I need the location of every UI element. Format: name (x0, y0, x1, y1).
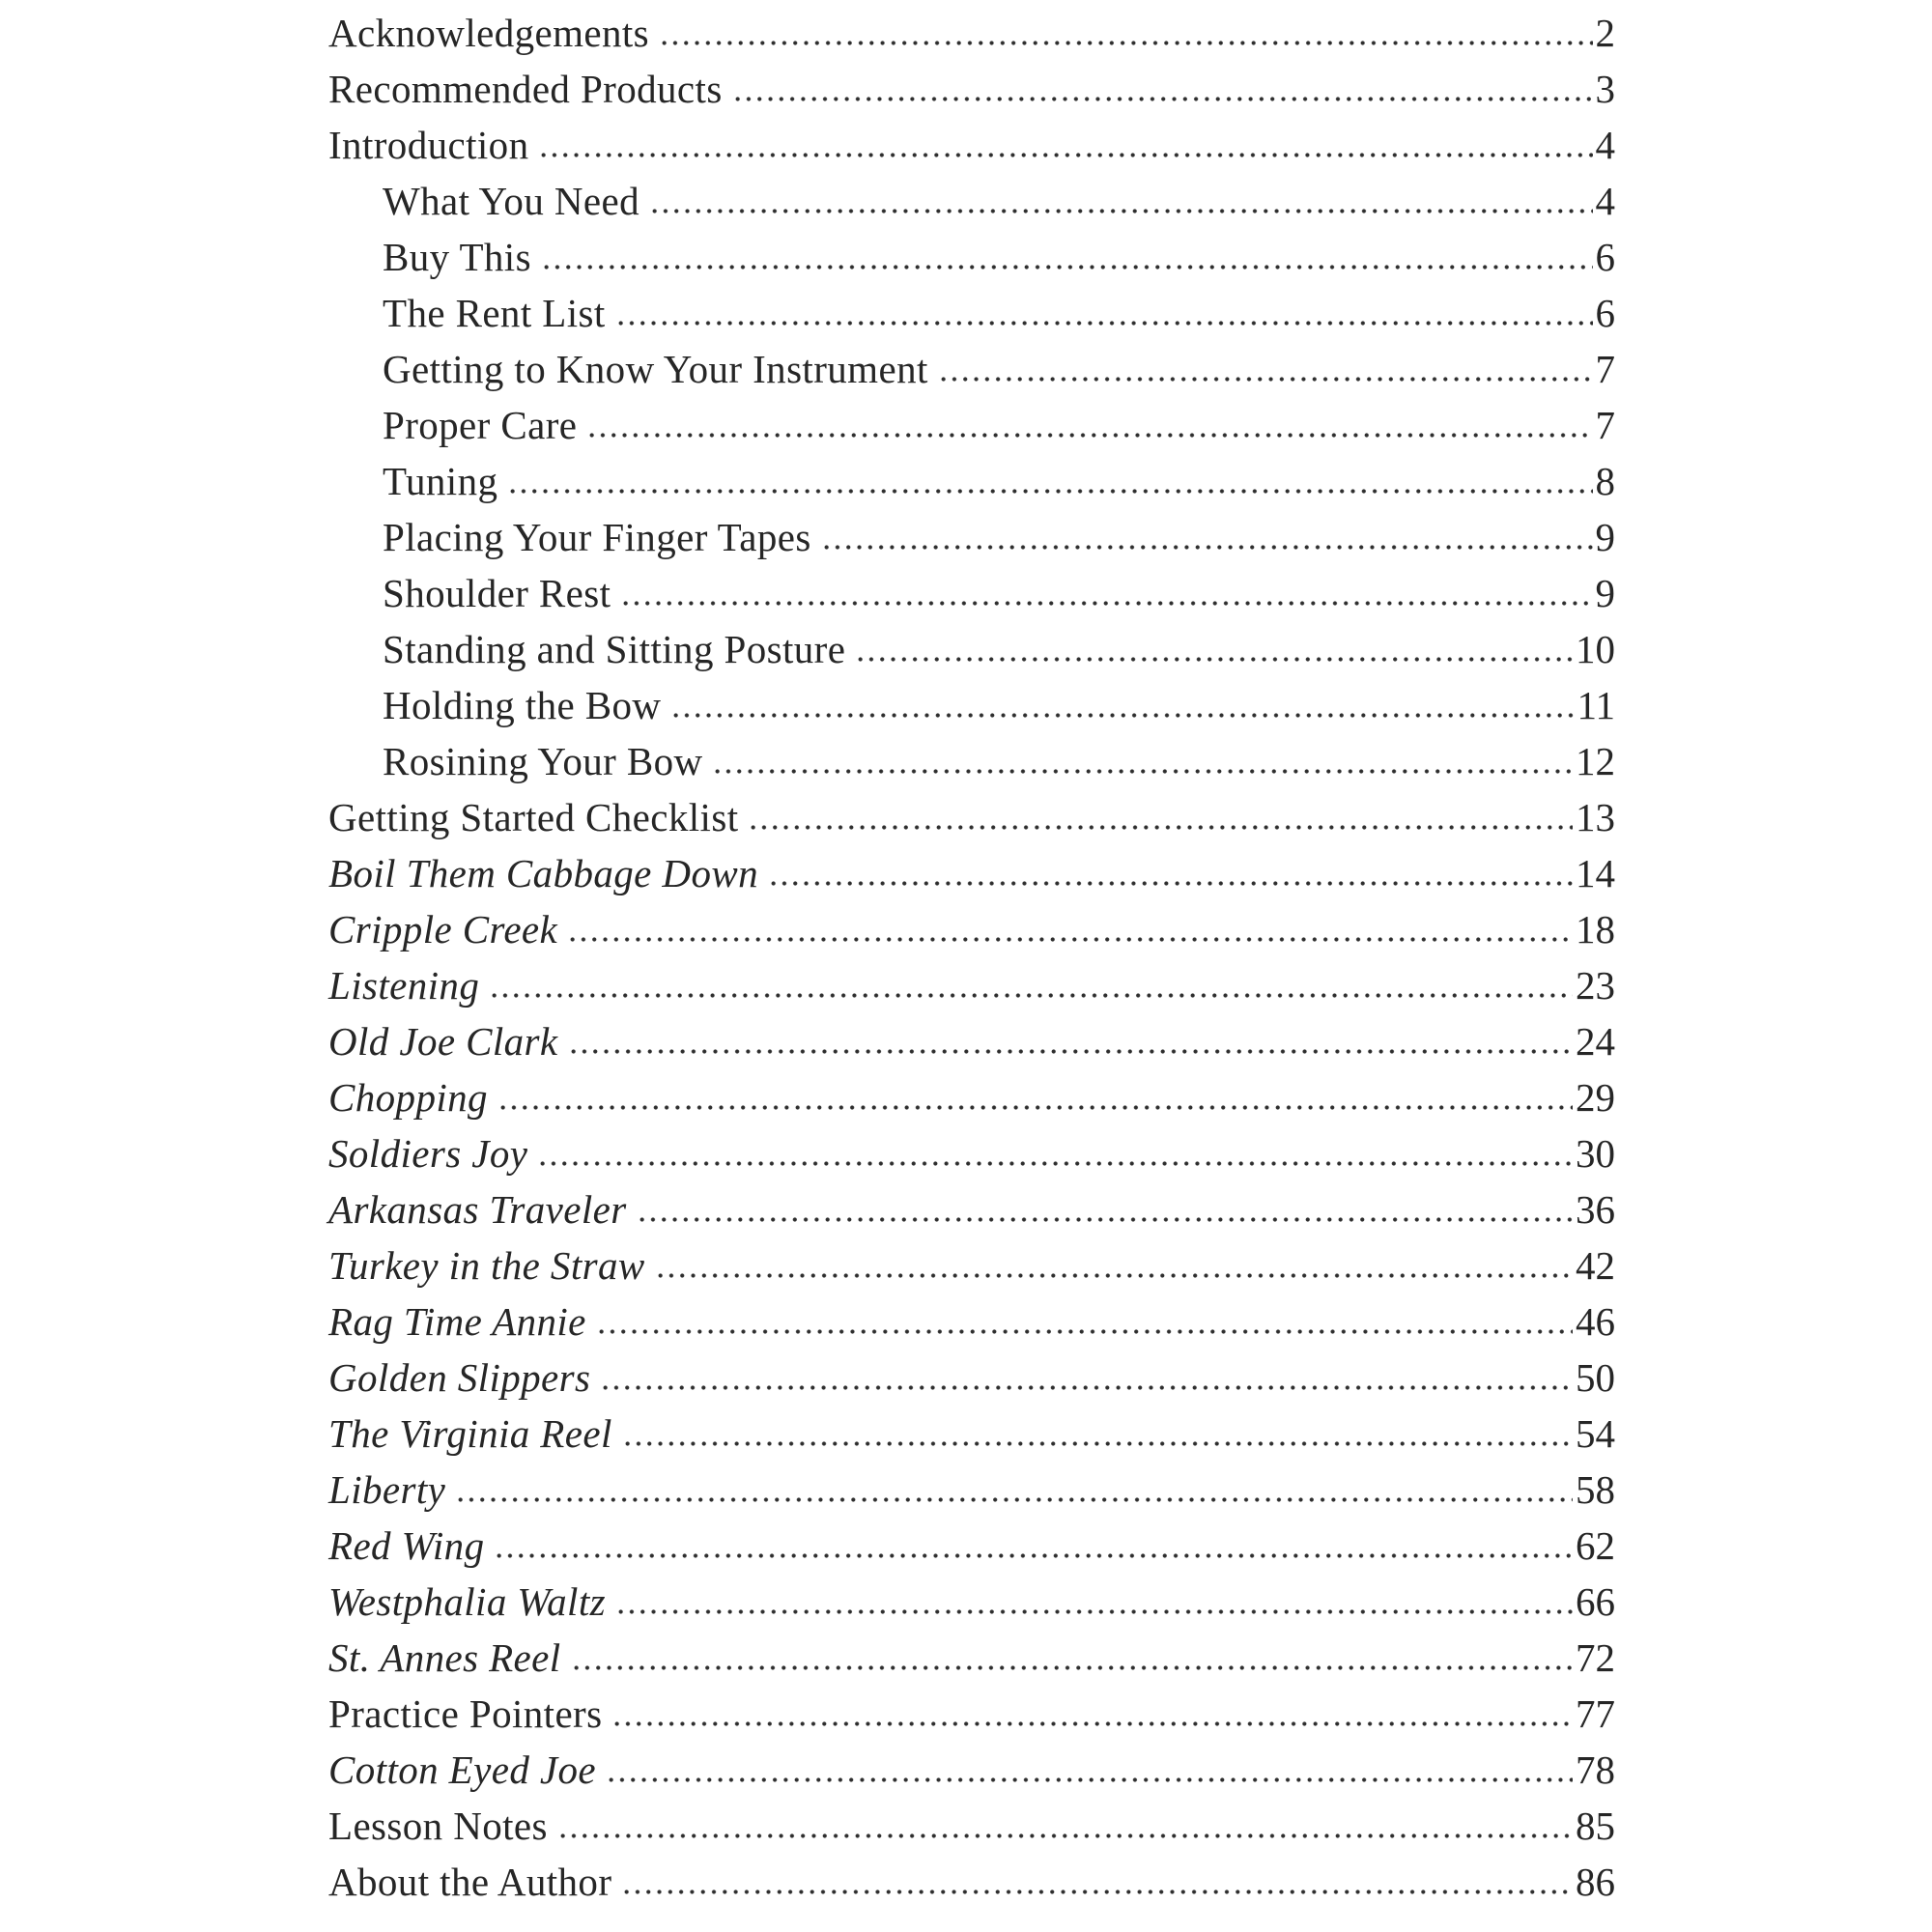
toc-entry (328, 1020, 1615, 1076)
toc-entry-page-number: 77 (1576, 1691, 1615, 1736)
toc-entry-page-number: 6 (1595, 291, 1615, 335)
toc-entry-title: Shoulder Rest (383, 571, 611, 615)
toc-entry-page-number: 4 (1595, 123, 1615, 167)
dot-leader (615, 1608, 1573, 1615)
dot-leader (538, 152, 1592, 158)
dot-leader (600, 1384, 1573, 1391)
toc-entry-title: Boil Them Cabbage Down (328, 851, 758, 895)
toc-entry-page-number: 78 (1576, 1747, 1615, 1792)
dot-leader (712, 768, 1573, 775)
toc-entry-page-number: 9 (1595, 515, 1615, 559)
toc-entry-title: Old Joe Clark (328, 1019, 558, 1064)
toc-entry-page-number: 46 (1576, 1299, 1615, 1344)
toc-entry-title: Lesson Notes (328, 1804, 548, 1848)
toc-entry (328, 236, 1615, 292)
toc-entry-page-number: 62 (1576, 1523, 1615, 1568)
toc-entry-page-number: 66 (1576, 1579, 1615, 1624)
dot-leader (622, 1440, 1573, 1447)
toc-entry-page-number: 4 (1595, 179, 1615, 223)
toc-entry-page-number: 14 (1576, 851, 1615, 895)
toc-entry (328, 1076, 1615, 1132)
toc-entry-page-number: 3 (1595, 67, 1615, 111)
toc-entry (328, 1692, 1615, 1748)
toc-entry-title: Cotton Eyed Joe (328, 1747, 596, 1792)
toc-entry (328, 180, 1615, 236)
toc-entry-title: Arkansas Traveler (328, 1187, 627, 1232)
dot-leader (621, 1889, 1573, 1895)
dot-leader (541, 264, 1593, 270)
toc-entry-title: Chopping (328, 1075, 488, 1120)
dot-leader (732, 96, 1593, 102)
dot-leader (586, 432, 1592, 439)
toc-entry-title: Practice Pointers (328, 1691, 603, 1736)
toc-entry-title: Recommended Products (328, 67, 723, 111)
toc-entry (328, 572, 1615, 628)
toc-entry (328, 12, 1615, 68)
toc-entry-title: What You Need (383, 179, 639, 223)
dot-leader (855, 656, 1573, 663)
toc-entry (328, 1748, 1615, 1804)
toc-entry-title: St. Annes Reel (328, 1635, 561, 1680)
toc-entry-page-number: 11 (1577, 683, 1615, 727)
dot-leader (455, 1496, 1573, 1503)
toc-entry-page-number: 24 (1576, 1019, 1615, 1064)
toc-entry-page-number: 12 (1576, 739, 1615, 783)
dot-leader (507, 488, 1592, 495)
toc-entry (328, 1468, 1615, 1524)
dot-leader (568, 1048, 1574, 1055)
toc-entry-page-number: 9 (1595, 571, 1615, 615)
toc-entry-title: Turkey in the Straw (328, 1243, 645, 1288)
toc-entry (328, 1244, 1615, 1300)
toc-entry-page-number: 36 (1576, 1187, 1615, 1232)
toc-entry-page-number: 50 (1576, 1355, 1615, 1400)
toc-entry (328, 1580, 1615, 1636)
toc-entry (328, 1861, 1615, 1917)
toc-entry-title: Cripple Creek (328, 907, 558, 952)
toc-entry (328, 684, 1615, 740)
toc-entry (328, 292, 1615, 348)
toc-entry-page-number: 8 (1595, 459, 1615, 503)
toc-entry (328, 628, 1615, 684)
toc-entry-title: Red Wing (328, 1523, 485, 1568)
toc-entry-title: Proper Care (383, 403, 578, 447)
dot-leader (567, 936, 1573, 943)
toc-entry-page-number: 29 (1576, 1075, 1615, 1120)
toc-entry-title: Acknowledgements (328, 11, 650, 55)
toc-entry (328, 1188, 1615, 1244)
toc-entry-title: Golden Slippers (328, 1355, 591, 1400)
toc-entry (328, 796, 1615, 852)
toc-entry-page-number: 85 (1576, 1804, 1615, 1848)
toc-entry-page-number: 13 (1576, 795, 1615, 839)
toc-entry-title: Listening (328, 963, 480, 1008)
dot-leader (768, 880, 1573, 887)
toc-entry (328, 348, 1615, 404)
dot-leader (655, 1272, 1573, 1279)
toc-entry (328, 1412, 1615, 1468)
dot-leader (620, 600, 1592, 607)
toc-entry (328, 1300, 1615, 1356)
toc-entry (328, 908, 1615, 964)
toc-entry-title: Rag Time Annie (328, 1299, 586, 1344)
toc-entry-title: Getting to Know Your Instrument (383, 347, 928, 391)
dot-leader (938, 376, 1593, 383)
toc-entry-page-number: 7 (1595, 347, 1615, 391)
dot-leader (497, 1104, 1573, 1111)
dot-leader (649, 208, 1593, 214)
toc-entry-title: Soldiers Joy (328, 1131, 528, 1176)
dot-leader (821, 544, 1593, 551)
toc-entry-title: Getting Started Checklist (328, 795, 739, 839)
dot-leader (670, 712, 1574, 719)
toc-entry (328, 852, 1615, 908)
toc-entry-title: About the Author (328, 1860, 612, 1904)
toc-entry (328, 124, 1615, 180)
toc-entry-page-number: 42 (1576, 1243, 1615, 1288)
toc-entry (328, 460, 1615, 516)
toc-entry-page-number: 30 (1576, 1131, 1615, 1176)
toc-entry-page-number: 10 (1576, 627, 1615, 671)
toc-entry (328, 740, 1615, 796)
toc-entry-title: The Rent List (383, 291, 606, 335)
dot-leader (494, 1552, 1573, 1559)
toc-entry-page-number: 86 (1576, 1860, 1615, 1904)
toc-entry-page-number: 58 (1576, 1467, 1615, 1512)
toc-entry (328, 404, 1615, 460)
dot-leader (659, 40, 1592, 46)
toc-entry (328, 516, 1615, 572)
toc-list (328, 12, 1615, 1917)
toc-entry-title: The Virginia Reel (328, 1411, 612, 1456)
dot-leader (557, 1833, 1573, 1839)
toc-entry-title: Rosining Your Bow (383, 739, 703, 783)
toc-entry-title: Introduction (328, 123, 529, 167)
toc-entry (328, 1356, 1615, 1412)
dot-leader (748, 824, 1573, 831)
toc-entry (328, 1524, 1615, 1580)
toc-entry-page-number: 23 (1576, 963, 1615, 1008)
dot-leader (606, 1776, 1573, 1783)
dot-leader (489, 992, 1573, 999)
toc-entry-page-number: 72 (1576, 1635, 1615, 1680)
toc-entry-page-number: 54 (1576, 1411, 1615, 1456)
dot-leader (596, 1328, 1573, 1335)
dot-leader (615, 320, 1593, 327)
toc-entry-page-number: 2 (1595, 11, 1615, 55)
toc-entry-page-number: 6 (1595, 235, 1615, 279)
toc-entry-title: Holding the Bow (383, 683, 662, 727)
dot-leader (637, 1216, 1573, 1223)
toc-entry (328, 1636, 1615, 1692)
toc-entry-page-number: 7 (1595, 403, 1615, 447)
dot-leader (537, 1160, 1573, 1167)
toc-entry (328, 68, 1615, 124)
toc-entry-page-number: 18 (1576, 907, 1615, 952)
toc-entry-title: Liberty (328, 1467, 446, 1512)
dot-leader (571, 1664, 1573, 1671)
toc-entry-title: Standing and Sitting Posture (383, 627, 846, 671)
toc-entry (328, 1804, 1615, 1861)
dot-leader (611, 1720, 1573, 1727)
toc-entry-title: Westphalia Waltz (328, 1579, 606, 1624)
toc-entry-title: Placing Your Finger Tapes (383, 515, 811, 559)
toc-entry (328, 964, 1615, 1020)
toc-entry-title: Buy This (383, 235, 531, 279)
toc-entry-title: Tuning (383, 459, 498, 503)
toc-entry (328, 1132, 1615, 1188)
